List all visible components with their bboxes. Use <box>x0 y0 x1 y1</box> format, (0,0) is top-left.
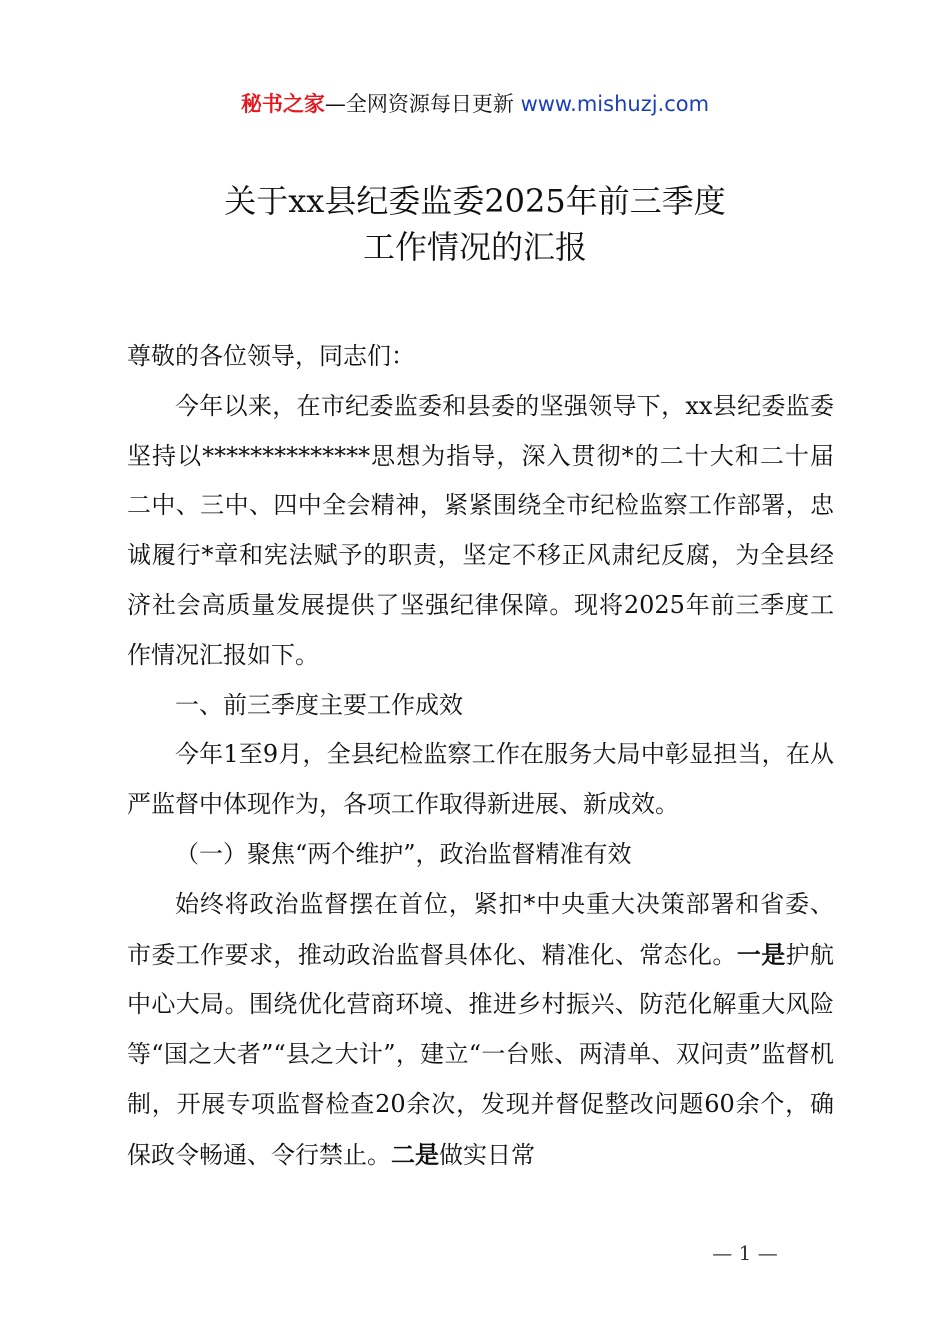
banner-url-link[interactable]: www.mishuzj.com <box>520 92 710 116</box>
point-one-label: 一是 <box>736 939 786 969</box>
point-two-label: 二是 <box>391 1139 439 1169</box>
paragraph-text-b: 护航中心大局。围绕优化营商环境、推进乡村振兴、防范化解重大风险等“国之大者”“县之大计”，建立“一台账、两清单、双问责”监督机制，开展专项监督检查20余次，发现并督促整改问题60余个，确保政令畅通、令行禁止。 <box>127 940 835 1169</box>
paragraph-text-a: 始终将政治监督摆在首位，紧扣*中央重大决策部署和省委、市委工作要求，推动政治监督具体化、精准化、常态化。 <box>127 889 834 969</box>
salutation: 尊敬的各位领导，同志们： <box>127 342 415 370</box>
paragraph-text-c: 做实日常 <box>439 1140 535 1169</box>
section-1-summary: 今年1至9月，全县纪检监察工作在服务大局中彰显担当，在从严监督中体现作为，各项工作取得新进展、新成效。 <box>127 740 834 819</box>
title-line-1: 关于xx县纪委监委2025年前三季度 <box>224 182 726 220</box>
page-number: — 1 — <box>712 1241 778 1265</box>
document-body <box>127 332 834 1181</box>
brand-name: 秘书之家 <box>240 92 325 116</box>
subsection-1-heading: （一）聚焦“两个维护”，政治监督精准有效 <box>175 839 632 868</box>
banner-tagline: —全网资源每日更新 <box>324 92 514 116</box>
site-banner <box>0 88 950 120</box>
document-title <box>0 178 950 270</box>
section-1-heading: 一、前三季度主要工作成效 <box>175 690 463 719</box>
subsection-1-paragraph <box>127 880 834 1181</box>
intro-paragraph: 今年以来，在市纪委监委和县委的坚强领导下，xx县纪委监委坚持以**************思想为指导，深入贯彻*的二十大和二十届二中、三中、四中全会精神，紧紧围绕全市纪检监察工作部署，忠诚履行*章和宪法赋予的职责，坚定不移正风肃纪反腐，为全县经济社会高质量发展提供了坚强纪律保障。现将2025年前三季度工作情况汇报如下。 <box>127 391 834 669</box>
title-line-2: 工作情况的汇报 <box>362 228 587 266</box>
